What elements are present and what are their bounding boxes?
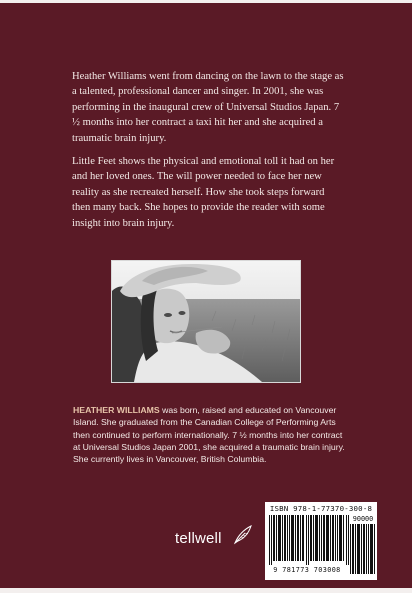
blurb-paragraph-1: Heather Williams went from dancing on the lawn to the stage as a talented, professional dancer and singer. In 2001, she was performing in the inaugural crew of Universal Studios Japan. 7 ½ months into her contract a taxi hit her and she acquired a traumatic brain injury. xyxy=(72,71,344,144)
author-photo xyxy=(111,260,301,383)
addon-barcode-bars xyxy=(350,524,376,574)
author-photo-image xyxy=(112,261,300,382)
author-name: HEATHER WILLIAMS xyxy=(73,405,160,415)
author-bio-text: was born, raised and educated on Vancouver Island. She graduated from the Canadian College of Performing Arts then continued to perform internationally. 7 ½ months into her contract at Universal Studios Japan 2001, she acquired a traumatic brain injury. She currently lives in Vancouver, British Columbia. xyxy=(73,405,345,465)
feather-quill-icon xyxy=(232,524,254,546)
ean-barcode-bars xyxy=(269,515,349,565)
publisher-name: tellwell xyxy=(175,530,222,547)
barcode xyxy=(265,502,377,580)
ean-digits: 9 781773 703008 xyxy=(273,566,341,574)
blurb xyxy=(72,69,344,239)
publisher-logo xyxy=(175,524,265,554)
top-edge xyxy=(0,0,412,3)
addon-digits: 90000 xyxy=(352,515,374,523)
blurb-paragraph-2: Little Feet shows the physical and emotional toll it had on her and her loved ones. The will power needed to face her new reality as she recreated herself. How she took steps forward then many back. She hopes to provide the reader with some insight into brain injury. xyxy=(72,156,335,229)
isbn-label: ISBN 978-1-77370-300-8 xyxy=(269,504,373,513)
bottom-edge xyxy=(0,588,412,593)
author-bio xyxy=(73,404,345,465)
